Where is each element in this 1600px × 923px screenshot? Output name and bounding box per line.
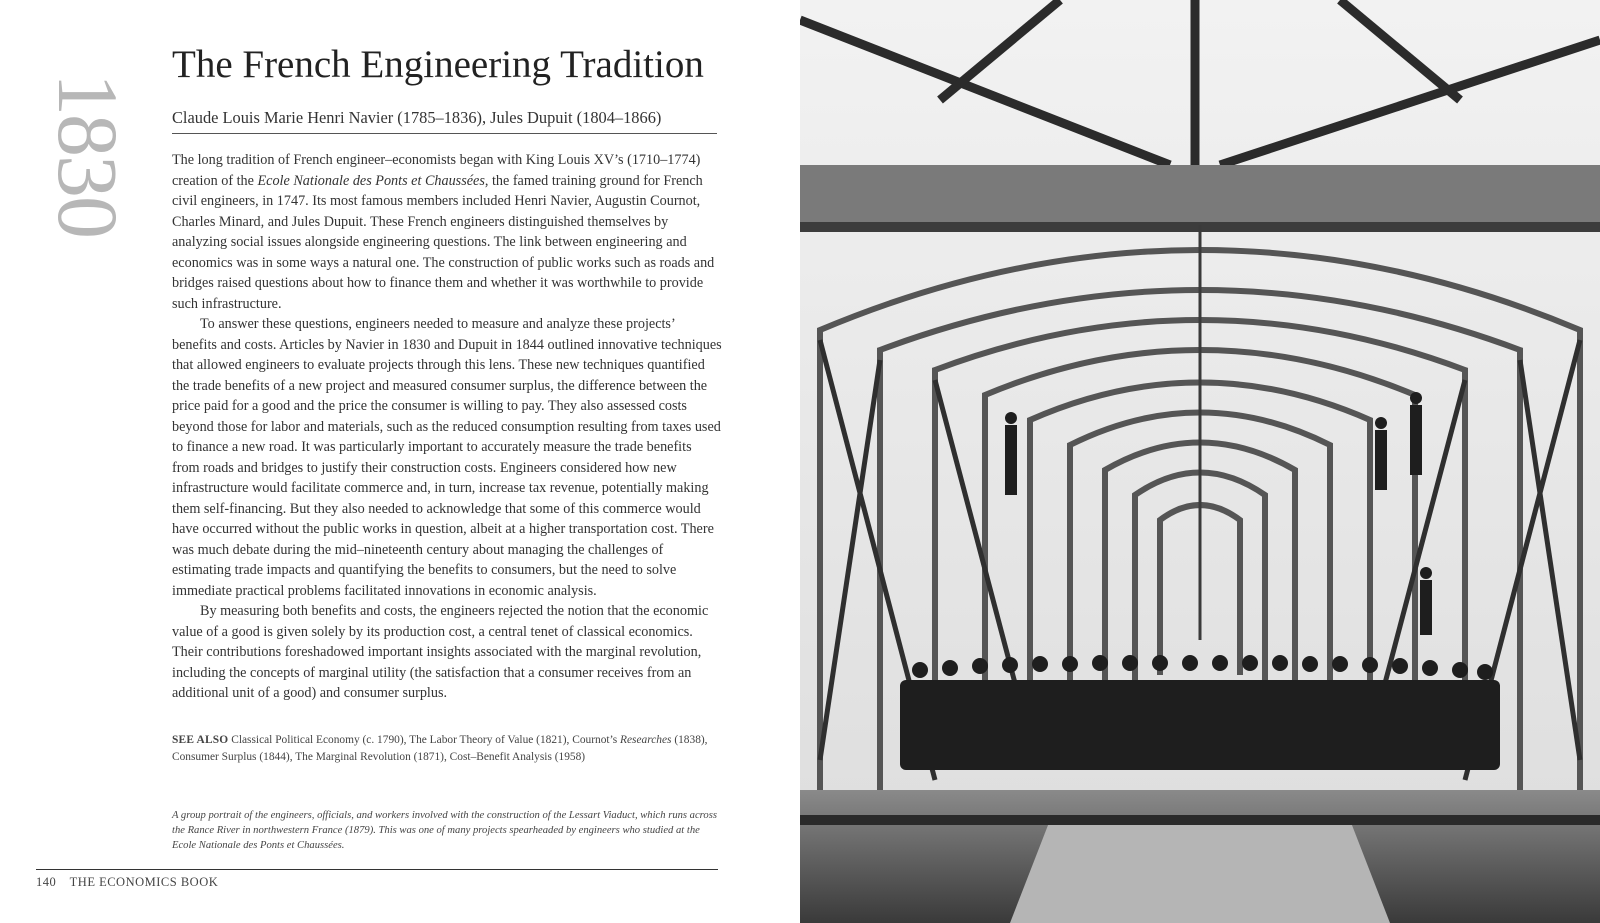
bridge-illustration bbox=[800, 0, 1600, 923]
school-name: Ecole Nationale des Ponts et Chaussées bbox=[257, 172, 485, 189]
book-title: THE ECONOMICS BOOK bbox=[69, 875, 219, 889]
see-also-text-b: (1838), Consumer Surplus (1844), The Marginal Revolution (1871), Cost–Benefit Analysis (1958) bbox=[172, 734, 708, 763]
paragraph-3: By measuring both benefits and costs, the engineers rejected the notion that the economic value of a good is given solely by its production cost, a central tenet of classical economics. Their contributions foreshadowed important insights associated with the marginal revolution, including the concepts of marginal utility (the satisfaction that a consumer receives from an additional unit of a good) and consumer surplus. bbox=[172, 603, 709, 701]
page-footer bbox=[36, 875, 218, 890]
body-text bbox=[172, 150, 722, 704]
footer-rule bbox=[36, 869, 718, 870]
paragraph-1-text-b: , the famed training ground for French civil engineers, in 1747. Its most famous members included Henri Navier, Augustin Cournot, Charles Minard, and Jules Dupuit. These French engineers distinguished themselves by analyzing social issues alongside engineering questions. The link between engineering and economics was in some ways a natural one. The construction of public works such as roads and bridges raised questions about how to finance them and whether it was worthwhile to provide such infrastructure. bbox=[172, 172, 715, 312]
page-title: The French Engineering Tradition bbox=[172, 43, 704, 86]
paragraph-1-text-a: The long tradition of French engineer–economists began with King Louis XV’s (1710–1774) creation of the bbox=[172, 152, 701, 189]
page-number: 140 bbox=[36, 875, 57, 889]
paragraph-1 bbox=[172, 150, 722, 314]
photo-caption: A group portrait of the engineers, officials, and workers involved with the construction of the Lessart Viaduct, which runs across the Rance River in northwestern France (1879). This was one of many projects spearheaded by engineers who studied at the Ecole Nationale des Ponts et Chaussées. bbox=[172, 810, 717, 851]
chapter-year: 1830 bbox=[40, 73, 136, 237]
byline: Claude Louis Marie Henri Navier (1785–1836), Jules Dupuit (1804–1866) bbox=[172, 108, 717, 134]
see-also-label: SEE ALSO bbox=[172, 734, 229, 746]
paragraph-2: To answer these questions, engineers needed to measure and analyze these projects’ benefits and costs. Articles by Navier in 1830 and Dupuit in 1844 outlined innovative techniques that allowed engineers to evaluate projects through this lens. These new techniques quantified the trade benefits of a new project and measured consumer surplus, the difference between the price paid for a good and the price the consumer is willing to pay. They also assessed costs beyond those for labor and materials, such as the reduced consumption resulting from taxes used to finance a new road. It was particularly important to accurately measure the trade benefits from roads and bridges to justify their construction costs. Engineers considered how new infrastructure would facilitate commerce and, in turn, increase tax revenue, potentially making them self-financing. But they also needed to acknowledge that some of this commerce would have occurred without the public works in question, albeit at a higher transportation cost. There was much debate during the mid–nineteenth century about managing the challenges of estimating trade impacts and quantifying the benefits to consumers, but the need to solve immediate practical problems facilitated innovations in economic analysis. bbox=[172, 316, 722, 599]
see-also-em: Researches bbox=[620, 734, 672, 746]
see-also-text-a: Classical Political Economy (c. 1790), The Labor Theory of Value (1821), Cournot’s bbox=[228, 734, 621, 746]
bridge-photograph bbox=[800, 0, 1600, 923]
see-also bbox=[172, 732, 722, 766]
